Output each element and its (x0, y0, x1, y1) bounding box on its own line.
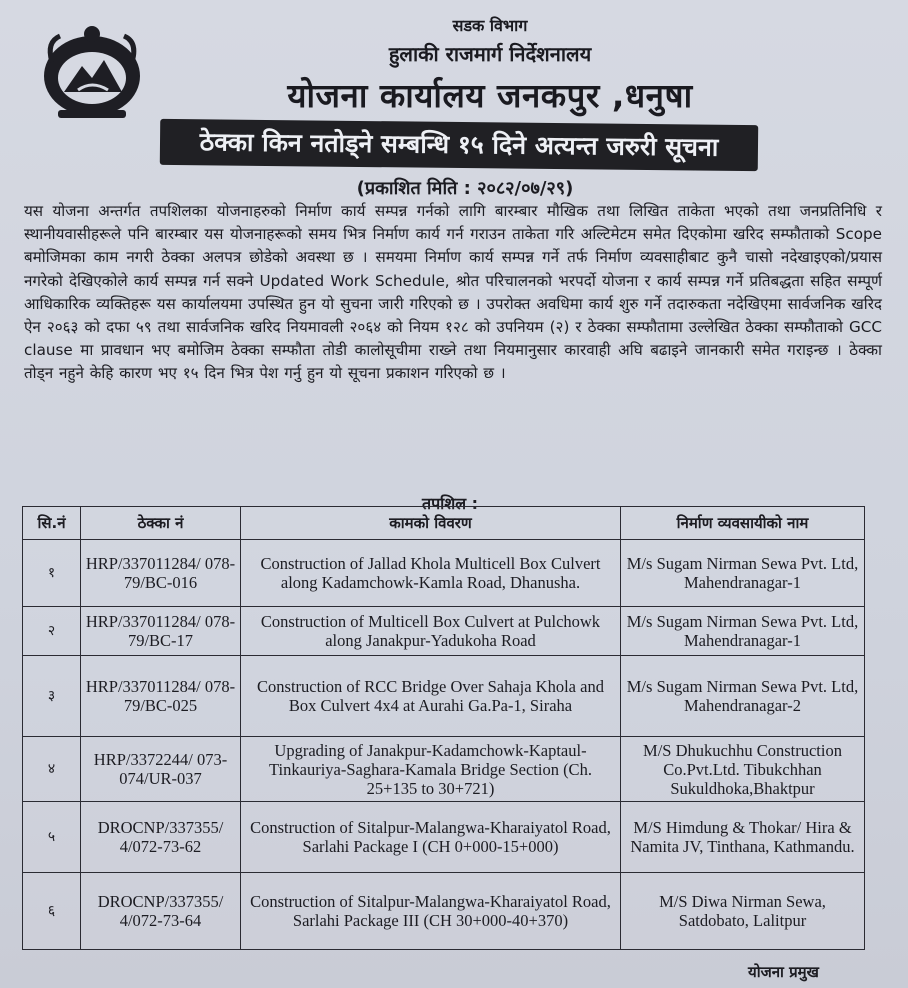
cell-description: Construction of RCC Bridge Over Sahaja Khola and Box Culvert 4x4 at Aurahi Ga.Pa-1, Siraha (241, 656, 621, 737)
table-row (23, 540, 865, 607)
department-name: सडक विभाग (452, 16, 528, 35)
cell-description: Construction of Jallad Khola Multicell Box Culvert along Kadamchowk-Kamla Road, Dhanusha. (241, 540, 621, 607)
col-header-sn: सि.नं (23, 507, 81, 540)
table-row (23, 873, 865, 950)
col-header-contractor: निर्माण व्यवसायीको नाम (621, 507, 865, 540)
table-caption: तपशिल : (421, 494, 479, 513)
notice-title-banner: ठेक्का किन नतोड्ने सम्बन्धि १५ दिने अत्यन्त जरुरी सूचना (160, 119, 758, 171)
cell-description: Construction of Sitalpur-Malangwa-Kharaiyatol Road, Sarlahi Package III (CH 30+000-40+370) (241, 873, 621, 950)
cell-contract-no: HRP/337011284/ 078-79/BC-025 (81, 656, 241, 737)
cell-contract-no: DROCNP/337355/ 4/072-73-62 (81, 802, 241, 873)
cell-contractor: M/s Sugam Nirman Sewa Pvt. Ltd, Mahendranagar-1 (621, 607, 865, 656)
cell-description: Upgrading of Janakpur-Kadamchowk-Kaptaul-Tinkauriya-Saghara-Kamala Bridge Section (Ch. 25+135 to 30+721) (241, 737, 621, 802)
col-header-contract-no: ठेक्का नं (81, 507, 241, 540)
directorate-name: हुलाकी राजमार्ग निर्देशनालय (388, 42, 592, 66)
cell-contract-no: HRP/337011284/ 078-79/BC-17 (81, 607, 241, 656)
cell-contractor: M/s Sugam Nirman Sewa Pvt. Ltd, Mahendranagar-1 (621, 540, 865, 607)
cell-sn: ६ (23, 873, 81, 950)
cell-sn: १ (23, 540, 81, 607)
col-header-description: कामको विवरण (241, 507, 621, 540)
table-row (23, 607, 865, 656)
table-row (23, 656, 865, 737)
cell-contract-no: DROCNP/337355/ 4/072-73-64 (81, 873, 241, 950)
nepal-emblem-icon (38, 22, 146, 122)
cell-contract-no: HRP/337011284/ 078-79/BC-016 (81, 540, 241, 607)
cell-contractor: M/S Himdung & Thokar/ Hira & Namita JV, Tinthana, Kathmandu. (621, 802, 865, 873)
cell-sn: ४ (23, 737, 81, 802)
cell-sn: ३ (23, 656, 81, 737)
cell-contractor: M/S Dhukuchhu Construction Co.Pvt.Ltd. Tibukchhan Sukuldhoka,Bhaktpur (621, 737, 865, 802)
cell-contract-no: HRP/3372244/ 073-074/UR-037 (81, 737, 241, 802)
cell-description: Construction of Multicell Box Culvert at Pulchowk along Janakpur-Yadukoha Road (241, 607, 621, 656)
cell-sn: २ (23, 607, 81, 656)
cell-contractor: M/s Sugam Nirman Sewa Pvt. Ltd, Mahendranagar-2 (621, 656, 865, 737)
contracts-table (22, 506, 865, 950)
table-row (23, 802, 865, 873)
cell-contractor: M/S Diwa Nirman Sewa, Satdobato, Lalitpur (621, 873, 865, 950)
cell-description: Construction of Sitalpur-Malangwa-Kharaiyatol Road, Sarlahi Package I (CH 0+000-15+000) (241, 802, 621, 873)
office-title: योजना कार्यालय जनकपुर ,धनुषा (287, 76, 693, 115)
table-header-row (23, 507, 865, 540)
signoff-project-chief: योजना प्रमुख (748, 963, 819, 981)
cell-sn: ५ (23, 802, 81, 873)
notice-body: यस योजना अन्तर्गत तपशिलका योजनाहरुको निर्माण कार्य सम्पन्न गर्नको लागि बारम्बार मौखिक तथा लिखित ताकेता भएको तथा जनप्रतिनिधि र स्थानीयवासीहरूले पनि बारम्बार यस योजनाहरूको समय भित्र निर्माण कार्य गर्न गराउन ताकेता गरि अल्टिमेटम समेत दिएकोमा खरिद सम्फौताको Scope बमोजिमका काम नगरी ठेक्का अलपत्र छोडेको अवस्था छ । समयमा निर्माण कार्य सम्पन्न गर्ने तर्फ निर्माण व्यवसाहीबाट कुनै चासो नदेखाइएको/प्रयास नगरेको देखिएकोले कार्य सम्पन्न गर्न सक्ने Updated Work Schedule, श्रोत परिचालनको भरपर्दो योजना र कार्य सम्पन्न गर्ने प्रतिबद्धता सहित सम्पूर्ण आधिकारिक व्यक्तिहरू यस कार्यालयमा उपस्थित हुन यो सुचना जारी गरिएको छ । उपरोक्त अवधिमा कार्य शुरु गर्ने तदारुकता नदेखिएमा सार्वजनिक खरिद ऐन २०६३ को दफा ५९ तथा सार्वजनिक खरिद नियमावली २०६४ को नियम १२८ को उपनियम (२) र ठेक्का सम्फौतामा उल्लेखित ठेक्का सम्फौताको GCC clause मा प्रावधान भए बमोजिम ठेक्का सम्फौता तोडी कालोसूचीमा राख्ने तथा नियमानुसार कारवाही अघि बढाइने जानकारी समेत गराइन्छ । ठेक्का तोड्न नहुने केहि कारण भए १५ दिन भित्र पेश गर्नु हुन यो सूचना प्रकाशन गरिएको छ । (24, 202, 882, 383)
table-row (23, 737, 865, 802)
published-date: (प्रकाशित मिति : २०८२/०७/२९) (356, 178, 574, 199)
